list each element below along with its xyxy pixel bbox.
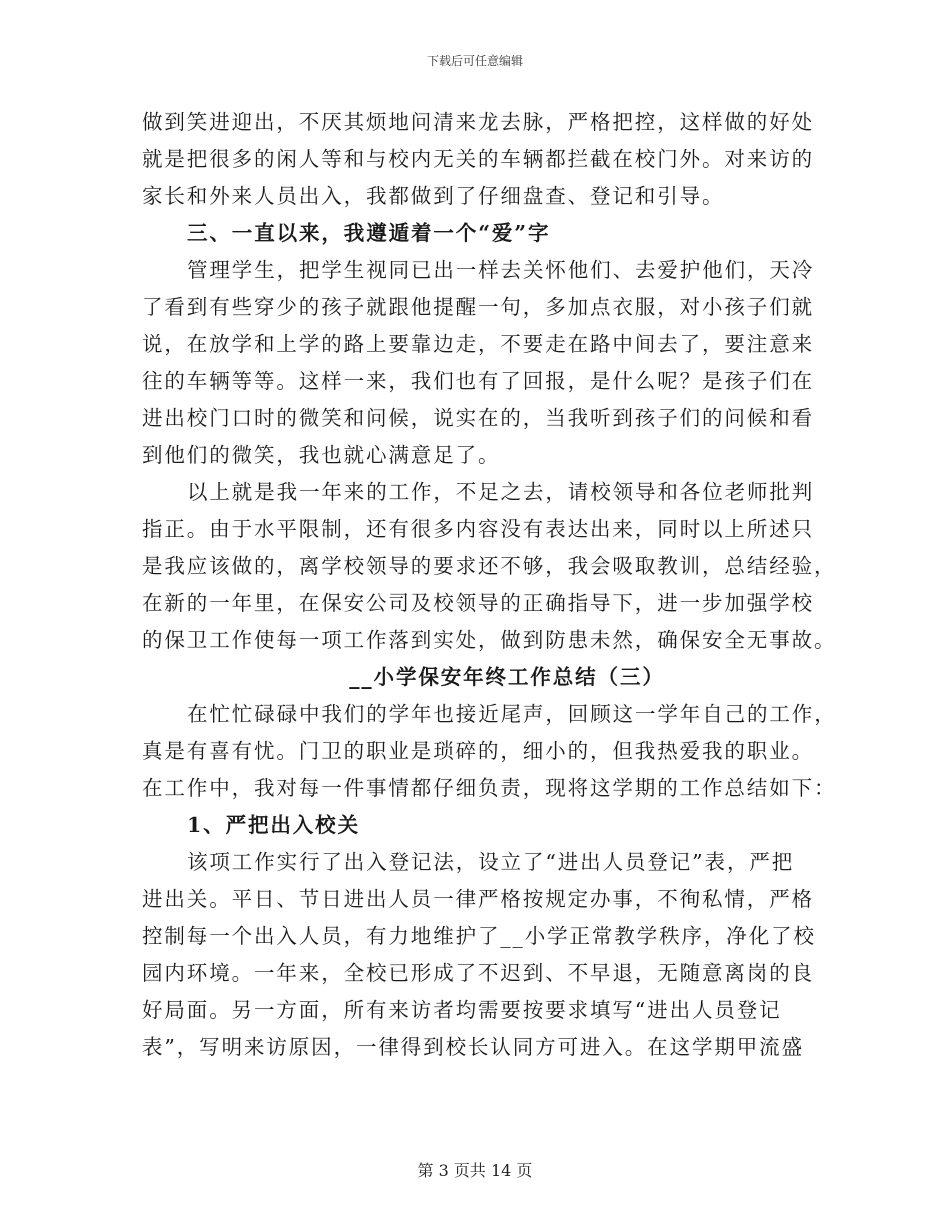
- section-heading: 1、严把出入校关: [187, 813, 360, 837]
- body-line: 了看到有些穿少的孩子就跟他提醒一句，多加点衣服，对小孩子们就: [142, 295, 814, 319]
- body-line: 表”，写明来访原因，一律得到校长认同方可进入。在这学期甲流盛: [142, 1035, 804, 1059]
- page-header: 下载后可任意编辑: [426, 54, 523, 68]
- body-line: 在新的一年里，在保安公司及校领导的正确指导下，进一步加强学校: [142, 591, 814, 615]
- page-number: 第 3 页共 14 页: [417, 1161, 533, 1180]
- body-line: 进出关。平日、节日进出人员一律严格按规定办事，不徇私情，严格: [142, 887, 814, 911]
- body-line: 在工作中，我对每一件事情都仔细负责，现将这学期的工作总结如下：: [142, 776, 837, 800]
- body-line: 真是有喜有忧。门卫的职业是琐碎的，细小的，但我热爱我的职业。: [142, 739, 814, 763]
- body-line: 园内环境。一年来，全校已形成了不迟到、不早退，无随意离岗的良: [142, 961, 814, 985]
- body-line: 控制每一个出入人员，有力地维护了__小学正常教学秩序，净化了校: [142, 924, 816, 948]
- body-line: 进出校门口时的微笑和问候，说实在的，当我听到孩子们的问候和看: [142, 406, 814, 430]
- body-line: 以上就是我一年来的工作，不足之去，请校领导和各位老师批判: [187, 480, 815, 504]
- body-line: 到他们的微笑，我也就心满意足了。: [142, 443, 501, 467]
- body-line: 好局面。另一方面，所有来访者均需要按要求填写“进出人员登记: [142, 998, 782, 1022]
- body-line: 的保卫工作使每一项工作落到实处，做到防患未然，确保安全无事故。: [142, 628, 837, 652]
- body-line: 家长和外来人员出入，我都做到了仔细盘查、登记和引导。: [142, 184, 725, 208]
- document-body: [142, 104, 837, 1066]
- body-line: 说，在放学和上学的路上要靠边走，不要走在路中间去了，要注意来: [142, 332, 814, 356]
- body-line: 就是把很多的闲人等和与校内无关的车辆都拦截在校门外。对来访的: [142, 147, 814, 171]
- body-line: 往的车辆等等。这样一来，我们也有了回报，是什么呢？是孩子们在: [142, 369, 814, 393]
- body-line: 管理学生，把学生视同已出一样去关怀他们、去爱护他们，天冷: [187, 258, 815, 282]
- body-line: 在忙忙碌碌中我们的学年也接近尾声，回顾这一学年自己的工作，: [187, 702, 837, 726]
- body-line: 做到笑进迎出，不厌其烦地问清来龙去脉，严格把控，这样做的好处: [142, 110, 814, 134]
- section-heading: 三、一直以来，我遵遁着一个“爱”字: [187, 221, 551, 245]
- body-line: 指正。由于水平限制，还有很多内容没有表达出来，同时以上所述只: [142, 517, 814, 541]
- body-line: 是我应该做的，离学校领导的要求还不够，我会吸取教训，总结经验，: [142, 554, 837, 578]
- body-line: 该项工作实行了出入登记法，设立了“进出人员登记”表，严把: [187, 850, 795, 874]
- document-title: __小学保安年终工作总结（三）: [349, 665, 665, 689]
